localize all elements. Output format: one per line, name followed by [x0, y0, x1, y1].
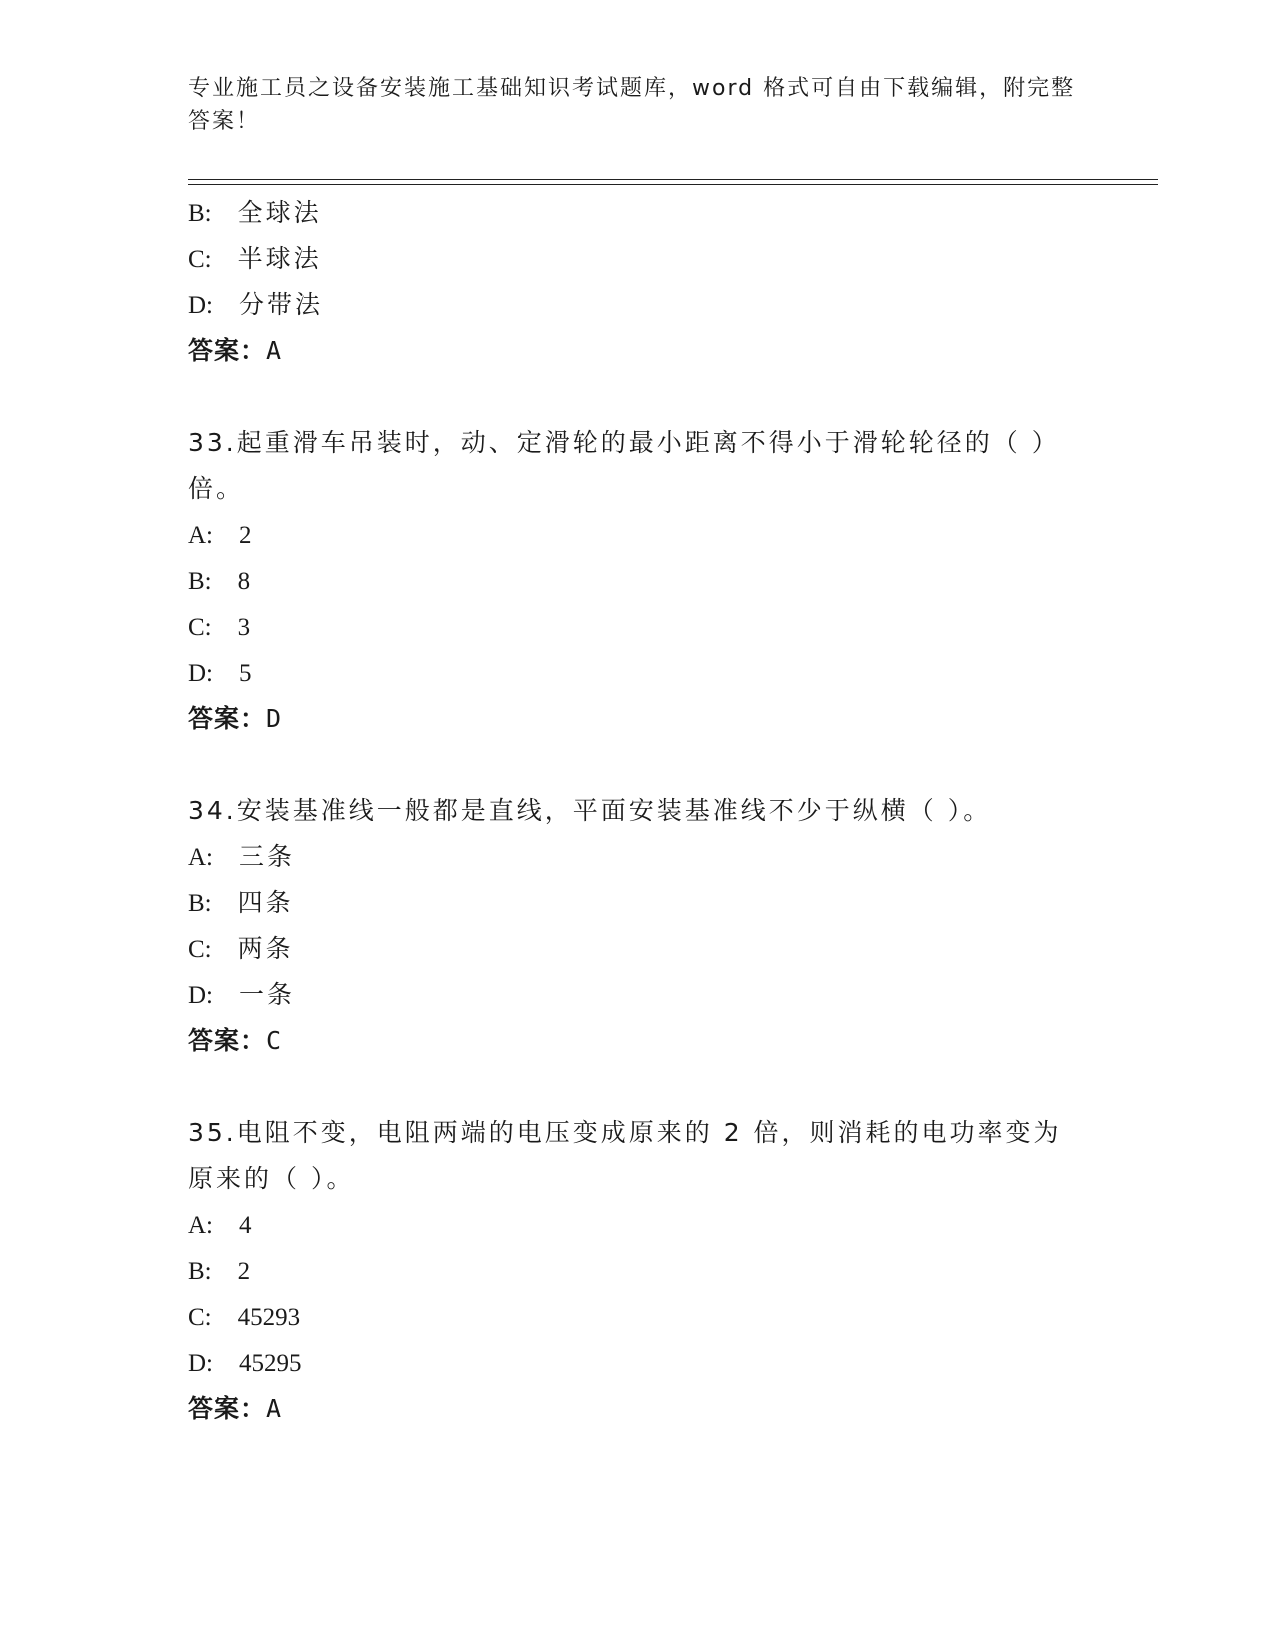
question-stem: 35.电阻不变，电阻两端的电压变成原来的 2 倍，则消耗的电功率变为原来的（ ）。 [188, 1118, 1062, 1193]
option-a [188, 1202, 1108, 1248]
document-header: 专业施工员之设备安装施工基础知识考试题库，word 格式可自由下载编辑，附完整答案！ [188, 76, 1076, 134]
option-c [188, 1294, 1108, 1340]
question-stem: 33.起重滑车吊装时，动、定滑轮的最小距离不得小于滑轮轮径的（ ）倍。 [188, 428, 1060, 503]
option-letter: C: [188, 936, 212, 963]
option-letter: D: [188, 660, 213, 687]
option-text: 3 [237, 614, 251, 641]
option-c [188, 926, 1108, 972]
option-letter: C: [188, 1304, 212, 1331]
option-a [188, 834, 1108, 880]
header-divider-top [188, 179, 1158, 180]
option-text: 8 [237, 568, 251, 595]
option-letter: B: [188, 568, 212, 595]
option-text: 一条 [239, 980, 296, 1009]
option-c [188, 604, 1108, 650]
answer-line [188, 1386, 1108, 1432]
answer-line [188, 1018, 1108, 1064]
option-text: 全球法 [237, 198, 322, 227]
option-text: 4 [239, 1212, 252, 1239]
answer-value: A [266, 336, 283, 365]
answer-label: 答案： [188, 336, 267, 365]
option-text: 45293 [237, 1304, 301, 1331]
question-33 [188, 420, 1108, 742]
option-d [188, 972, 1108, 1018]
option-a [188, 512, 1108, 558]
answer-value: A [266, 1394, 283, 1423]
option-text: 半球法 [237, 244, 322, 273]
option-text: 45295 [239, 1350, 302, 1377]
answer-label: 答案： [188, 704, 267, 733]
answer-label: 答案： [188, 1026, 267, 1055]
option-text: 2 [239, 522, 252, 549]
option-d [188, 650, 1108, 696]
option-b [188, 190, 1108, 236]
option-text: 2 [237, 1258, 251, 1285]
option-letter: C: [188, 246, 212, 273]
answer-line [188, 696, 1108, 742]
answer-line [188, 328, 1108, 374]
option-letter: A: [188, 1212, 213, 1239]
header-divider-bottom [188, 184, 1158, 185]
option-text: 两条 [237, 934, 294, 963]
option-b [188, 1248, 1108, 1294]
option-letter: A: [188, 522, 213, 549]
option-letter: C: [188, 614, 212, 641]
answer-value: D [266, 704, 283, 733]
answer-label: 答案： [188, 1394, 267, 1423]
option-text: 分带法 [239, 290, 324, 319]
option-letter: D: [188, 292, 213, 319]
question-34 [188, 788, 1108, 1064]
question-list [188, 190, 1108, 1432]
option-b [188, 558, 1108, 604]
answer-value: C [266, 1026, 283, 1055]
option-text: 三条 [239, 842, 296, 871]
option-c [188, 236, 1108, 282]
option-letter: B: [188, 890, 212, 917]
question-35 [188, 1110, 1108, 1432]
option-text: 5 [239, 660, 252, 687]
option-letter: D: [188, 1350, 213, 1377]
option-d [188, 1340, 1108, 1386]
option-letter: D: [188, 982, 213, 1009]
question-stem: 34.安装基准线一般都是直线，平面安装基准线不少于纵横（ ）。 [188, 796, 992, 825]
option-text: 四条 [237, 888, 294, 917]
option-letter: A: [188, 844, 213, 871]
option-letter: B: [188, 1258, 212, 1285]
option-letter: B: [188, 200, 212, 227]
option-d [188, 282, 1108, 328]
question-32-continued [188, 190, 1108, 374]
option-b [188, 880, 1108, 926]
